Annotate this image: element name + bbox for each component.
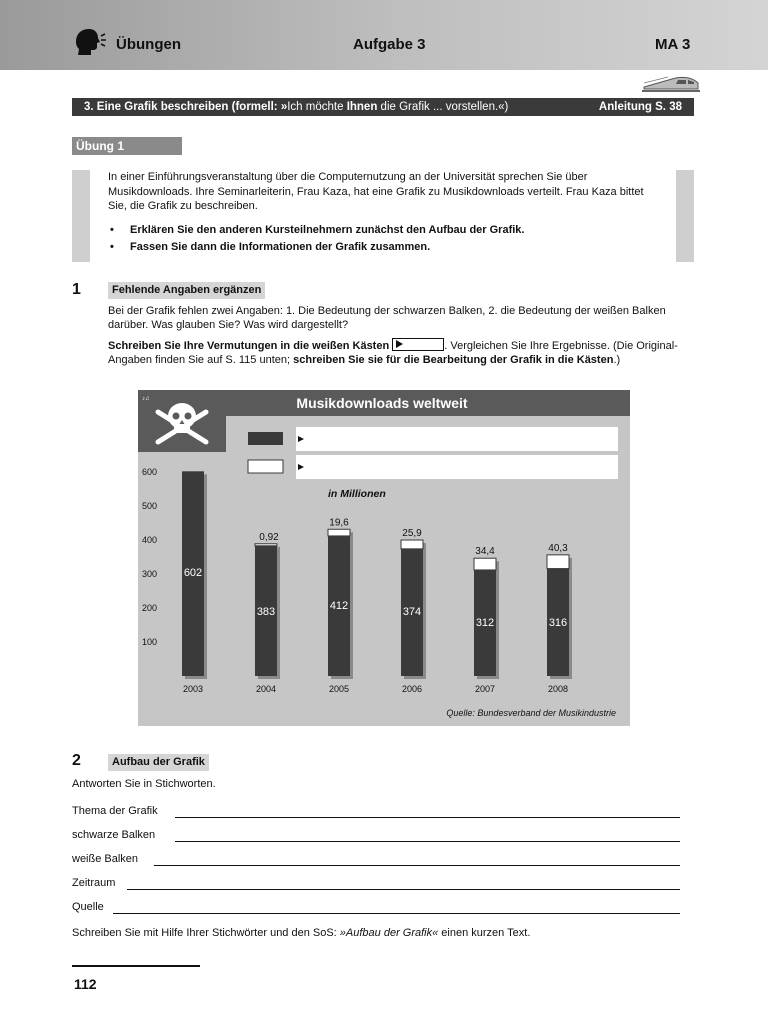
- train-icon: [642, 70, 700, 94]
- bar-black-label: 412: [329, 600, 349, 612]
- y-tick-label: 500: [142, 501, 158, 511]
- exercise-2-final-instruction: Schreiben Sie mit Hilfe Ihrer Stichwörter und den SoS: »Aufbau der Grafik« einen kurzen Text.: [72, 927, 531, 939]
- section-reference: Anleitung S. 38: [598, 101, 682, 113]
- y-tick-label: 300: [142, 569, 158, 579]
- x-tick-label: 2003: [182, 684, 204, 694]
- legend-swatch-black: [248, 432, 283, 445]
- exercise-1-instructions: Schreiben Sie Ihre Vermutungen in die weißen Kästen . Vergleichen Sie Ihre Ergebnisse. (Die Original-Angaben finden Sie auf S. 115 unten; schreiben Sie sie für die Bearbeitung der Grafik in die Kästen.): [108, 340, 678, 366]
- bar-black-label: 312: [475, 617, 495, 629]
- chart-source: Quelle: Bundesverband der Musikindustrie: [446, 708, 616, 718]
- bar-white: [255, 544, 277, 546]
- exercise-1-paragraph: Bei der Grafik fehlen zwei Angaben: 1. Die Bedeutung der schwarzen Balken, 2. die Bedeutung der weißen Balken darüber. Was glauben Sie? Was wird dargestellt?: [108, 305, 666, 331]
- bar-white: [547, 555, 569, 569]
- unit-label: in Millionen: [328, 488, 386, 500]
- logo-scribble: ♪♫: [142, 396, 150, 402]
- uebung-label: Übung 1: [72, 137, 182, 155]
- y-tick-label: 100: [142, 637, 158, 647]
- field-line-schwarze-balken[interactable]: [175, 841, 680, 842]
- bar-white: [401, 540, 423, 549]
- exercise-1-tag: Fehlende Angaben ergänzen: [108, 282, 265, 299]
- speaking-head-icon: [72, 28, 106, 56]
- header-left-title: Übungen: [116, 36, 181, 53]
- bar-white: [328, 529, 350, 536]
- header-right-title: MA 3: [655, 36, 691, 53]
- x-tick-label: 2005: [328, 684, 350, 694]
- header-center-title: Aufgabe 3: [353, 36, 426, 53]
- field-line-quelle[interactable]: [113, 913, 680, 914]
- bar-black-label: 383: [256, 606, 276, 618]
- field-label-quelle: Quelle: [72, 901, 104, 913]
- bar-white-label: 25,9: [402, 528, 422, 540]
- bar-black-label: 316: [548, 617, 568, 629]
- white-box-symbol: [392, 338, 444, 351]
- y-tick-label: 200: [142, 603, 158, 613]
- y-tick-label: 400: [142, 535, 158, 545]
- exercise-2-intro: Antworten Sie in Stichworten.: [72, 778, 216, 790]
- field-label-zeitraum: Zeitraum: [72, 877, 116, 889]
- footer-rule: [72, 965, 200, 967]
- intro-left-bar: [72, 170, 90, 262]
- field-label-schwarze-balken: schwarze Balken: [72, 829, 156, 841]
- x-tick-label: 2006: [401, 684, 423, 694]
- exercise-1-number: 1: [72, 281, 81, 298]
- intro-bullet: • Erklären Sie den anderen Kursteilnehmern zunächst den Aufbau der Grafik.: [108, 222, 668, 239]
- field-label-thema: Thema der Grafik: [72, 805, 158, 817]
- chart-title: Musikdownloads weltweit: [296, 395, 468, 411]
- intro-text: In einer Einführungsveranstaltung über die Computernutzung an der Universität sprechen Sie über Musikdownloads. Ihre Seminarleiterin, Frau Kaza, hat eine Grafik zu Musikdownloads verteilt. Frau Kaza bittet Sie, die Grafik zu beschreiben.: [108, 171, 644, 212]
- legend-swatch-white: [248, 460, 283, 473]
- intro-bullet: • Fassen Sie dann die Informationen der Grafik zusammen.: [108, 239, 668, 256]
- legend-input-black[interactable]: [296, 427, 618, 451]
- bar-black-label: 374: [402, 606, 422, 618]
- field-label-weisse-balken: weiße Balken: [72, 853, 139, 865]
- section-title: 3. Eine Grafik beschreiben (formell: »Ich möchte Ihnen die Grafik ... vorstellen.«): [84, 101, 509, 113]
- skull-logo-text: RIP: [178, 434, 186, 439]
- section-title-bar: [72, 98, 694, 116]
- exercise-2-tag: Aufbau der Grafik: [108, 754, 209, 771]
- field-line-zeitraum[interactable]: [127, 889, 680, 890]
- y-tick-label: 600: [142, 467, 158, 477]
- music-download-chart: [138, 390, 630, 726]
- field-line-thema[interactable]: [175, 817, 680, 818]
- bar-white-label: 40,3: [548, 542, 568, 554]
- intro-right-bar: [676, 170, 694, 262]
- x-tick-label: 2004: [255, 684, 277, 694]
- legend-input-white[interactable]: [296, 455, 618, 479]
- x-tick-label: 2008: [547, 684, 569, 694]
- x-tick-label: 2007: [474, 684, 496, 694]
- bar-white-label: 34,4: [475, 546, 495, 558]
- bar-white-label: 19,6: [329, 517, 349, 529]
- bar-black-label: 602: [183, 567, 203, 579]
- bar-white-label: 0,92: [259, 531, 279, 543]
- intro-list: [108, 222, 668, 256]
- page-number: 112: [74, 976, 97, 992]
- exercise-2-number: 2: [72, 752, 81, 769]
- page-header: [0, 0, 768, 70]
- field-line-weisse-balken[interactable]: [154, 865, 680, 866]
- bar-white: [474, 558, 496, 570]
